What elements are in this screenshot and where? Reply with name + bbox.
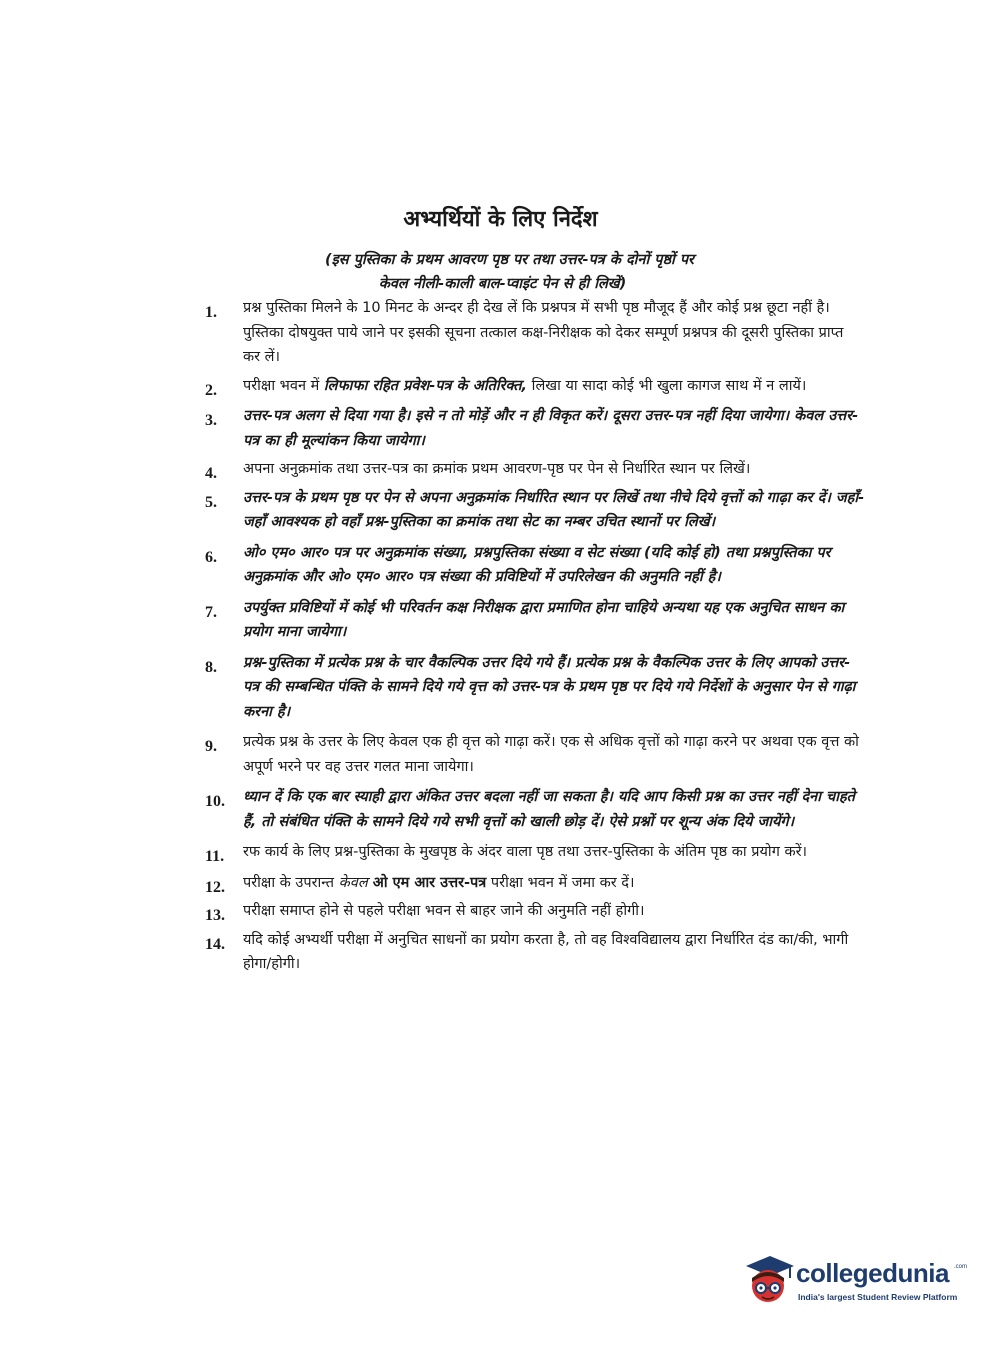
item-number: 5. <box>205 493 217 511</box>
instruction-item-11 <box>205 840 865 865</box>
item-text: प्रश्न पुस्तिका मिलने के 10 मिनट के अन्दर ही देख लें कि प्रश्नपत्र में सभी पृष्ठ मौजूद हैं और कोई प्रश्न छूटा नहीं है। पुस्तिका दोषयुक्त पाये जाने पर इसकी सूचना तत्काल कक्ष-निरीक्षक को देकर सम्पूर्ण प्रश्नपत्र की दूसरी पुस्तिका प्राप्त कर लें। <box>243 300 844 365</box>
item-number: 13. <box>205 907 225 924</box>
page-title: अभ्यर्थियों के लिए निर्देश <box>403 207 598 232</box>
item-text: उत्तर-पत्र के प्रथम पृष्ठ पर पेन से अपना अनुक्रमांक निर्धारित स्थान पर लिखें तथा नीचे दिये वृत्तों को गाढ़ा कर दें। जहाँ-जहाँ आवश्यक हो वहाँ प्रश्न-पुस्तिका का क्रमांक तथा सेट का नम्बर उचित स्थानों पर लिखें। <box>243 489 865 530</box>
instruction-item-3 <box>205 404 865 453</box>
item-number: 1. <box>205 304 217 321</box>
item-number: 11. <box>205 848 225 865</box>
instruction-item-14 <box>205 928 865 977</box>
subtitle-line-2: केवल नीली-काली बाल-प्वाइंट पेन से ही लिखें) <box>378 276 627 292</box>
logo-suffix: .com <box>954 1264 968 1270</box>
instruction-list <box>205 296 865 977</box>
item-number: 12. <box>205 878 225 896</box>
item-number: 2. <box>205 381 217 399</box>
item-text: ओ० एम० आर० पत्र पर अनुक्रमांक संख्या, प्रश्नपुस्तिका संख्या व सेट संख्या (यदि कोई हो) तथा प्रश्नपुस्तिका पर अनुक्रमांक और ओ० एम० आर० पत्र संख्या की प्रविष्टियों में उपरिलेखन की अनुमति नहीं है। <box>243 544 831 585</box>
item-text-part: लिखा या सादा कोई भी खुला कागज साथ में न लायें। <box>527 377 807 394</box>
item-text: उत्तर-पत्र अलग से दिया गया है। इसे न तो मोड़ें और न ही विकृत करें। दूसरा उत्तर-पत्र नहीं दिया जायेगा। केवल उत्तर-पत्र का ही मूल्यांकन किया जायेगा। <box>243 408 859 449</box>
item-text-emphasis: ओ एम आर उत्तर-पत्र <box>367 874 487 891</box>
item-text-part: परीक्षा के उपरान्त <box>243 874 339 891</box>
instruction-item-8 <box>205 651 865 725</box>
item-text: ध्यान दें कि एक बार स्याही द्वारा अंकित उत्तर बदला नहीं जा सकता है। यदि आप किसी प्रश्न का उत्तर नहीं देना चाहते हैं, तो संबंधित पंक्ति के सामने दिये गये सभी वृत्तों को खाली छोड़ दें। ऐसे प्रश्नों पर शून्य अंक दिये जायेंगे। <box>243 789 855 830</box>
instruction-item-7 <box>205 596 865 645</box>
item-text-part: परीक्षा भवन में <box>243 377 324 394</box>
item-number: 3. <box>205 412 217 429</box>
instruction-item-4 <box>205 457 865 482</box>
instruction-item-13 <box>205 899 865 924</box>
subtitle-line-1: (इस पुस्तिका के प्रथम आवरण पृष्ठ पर तथा उत्तर-पत्र के दोनों पृष्ठों पर <box>324 252 694 268</box>
mascot-icon <box>740 1252 796 1312</box>
item-text: प्रत्येक प्रश्न के उत्तर के लिए केवल एक ही वृत्त को गाढ़ा करें। एक से अधिक वृत्तों को गाढ़ा करने पर अथवा एक वृत्त को अपूर्ण भरने पर वह उत्तर गलत माना जायेगा। <box>243 734 859 775</box>
item-text: रफ कार्य के लिए प्रश्न-पुस्तिका के मुखपृष्ठ के अंदर वाला पृष्ठ तथा उत्तर-पुस्तिका के अंतिम पृष्ठ का प्रयोग करें। <box>243 844 808 860</box>
item-number: 4. <box>205 465 217 482</box>
logo-wordmark: collegedunia <box>796 1258 949 1288</box>
instruction-item-9 <box>205 730 865 779</box>
page-subtitle <box>0 248 1001 296</box>
instruction-item-10 <box>205 785 865 834</box>
item-text <box>243 875 634 891</box>
item-text <box>243 378 806 394</box>
item-number: 6. <box>205 548 217 566</box>
item-number: 10. <box>205 793 225 810</box>
item-number: 8. <box>205 658 217 676</box>
logo-tagline: India's largest Student Review Platform <box>798 1292 958 1302</box>
item-text-part: परीक्षा भवन में जमा कर दें। <box>486 874 635 891</box>
item-text: यदि कोई अभ्यर्थी परीक्षा में अनुचित साधनों का प्रयोग करता है, तो वह विश्वविद्यालय द्वारा निर्धारित दंड का/की, भागी होगा/होगी। <box>243 931 849 972</box>
item-number: 7. <box>205 603 217 621</box>
instruction-item-2 <box>205 374 865 399</box>
instruction-item-1 <box>205 296 865 370</box>
collegedunia-logo[interactable] <box>740 1252 970 1312</box>
item-text: प्रश्न-पुस्तिका में प्रत्येक प्रश्न के चार वैकल्पिक उत्तर दिये गये हैं। प्रत्येक प्रश्न के वैकल्पिक उत्तर के लिए आपको उत्तर-पत्र की सम्बन्धित पंक्ति के सामने दिये गये वृत्त को उत्तर-पत्र के प्रथम पृष्ठ पर दिये गये निर्देशों के अनुसार पेन से गाढ़ा करना है। <box>243 654 856 720</box>
item-text: उपर्युक्त प्रविष्टियों में कोई भी परिवर्तन कक्ष निरीक्षक द्वारा प्रमाणित होना चाहिये अन्यथा यह एक अनुचित साधन का प्रयोग माना जायेगा। <box>243 599 845 640</box>
item-text-emphasis: लिफाफा रहित प्रवेश-पत्र के अतिरिक्त, <box>323 377 528 394</box>
item-number: 9. <box>205 738 217 755</box>
item-number: 14. <box>205 935 225 953</box>
item-text: परीक्षा समाप्त होने से पहले परीक्षा भवन से बाहर जाने की अनुमति नहीं होगी। <box>243 903 645 919</box>
item-text-emphasis: केवल <box>338 874 368 891</box>
instruction-item-5 <box>205 486 865 535</box>
item-text: अपना अनुक्रमांक तथा उत्तर-पत्र का क्रमांक प्रथम आवरण-पृष्ठ पर पेन से निर्धारित स्थान पर लिखें। <box>243 461 751 477</box>
instruction-item-12 <box>205 871 865 896</box>
instruction-item-6 <box>205 541 865 590</box>
